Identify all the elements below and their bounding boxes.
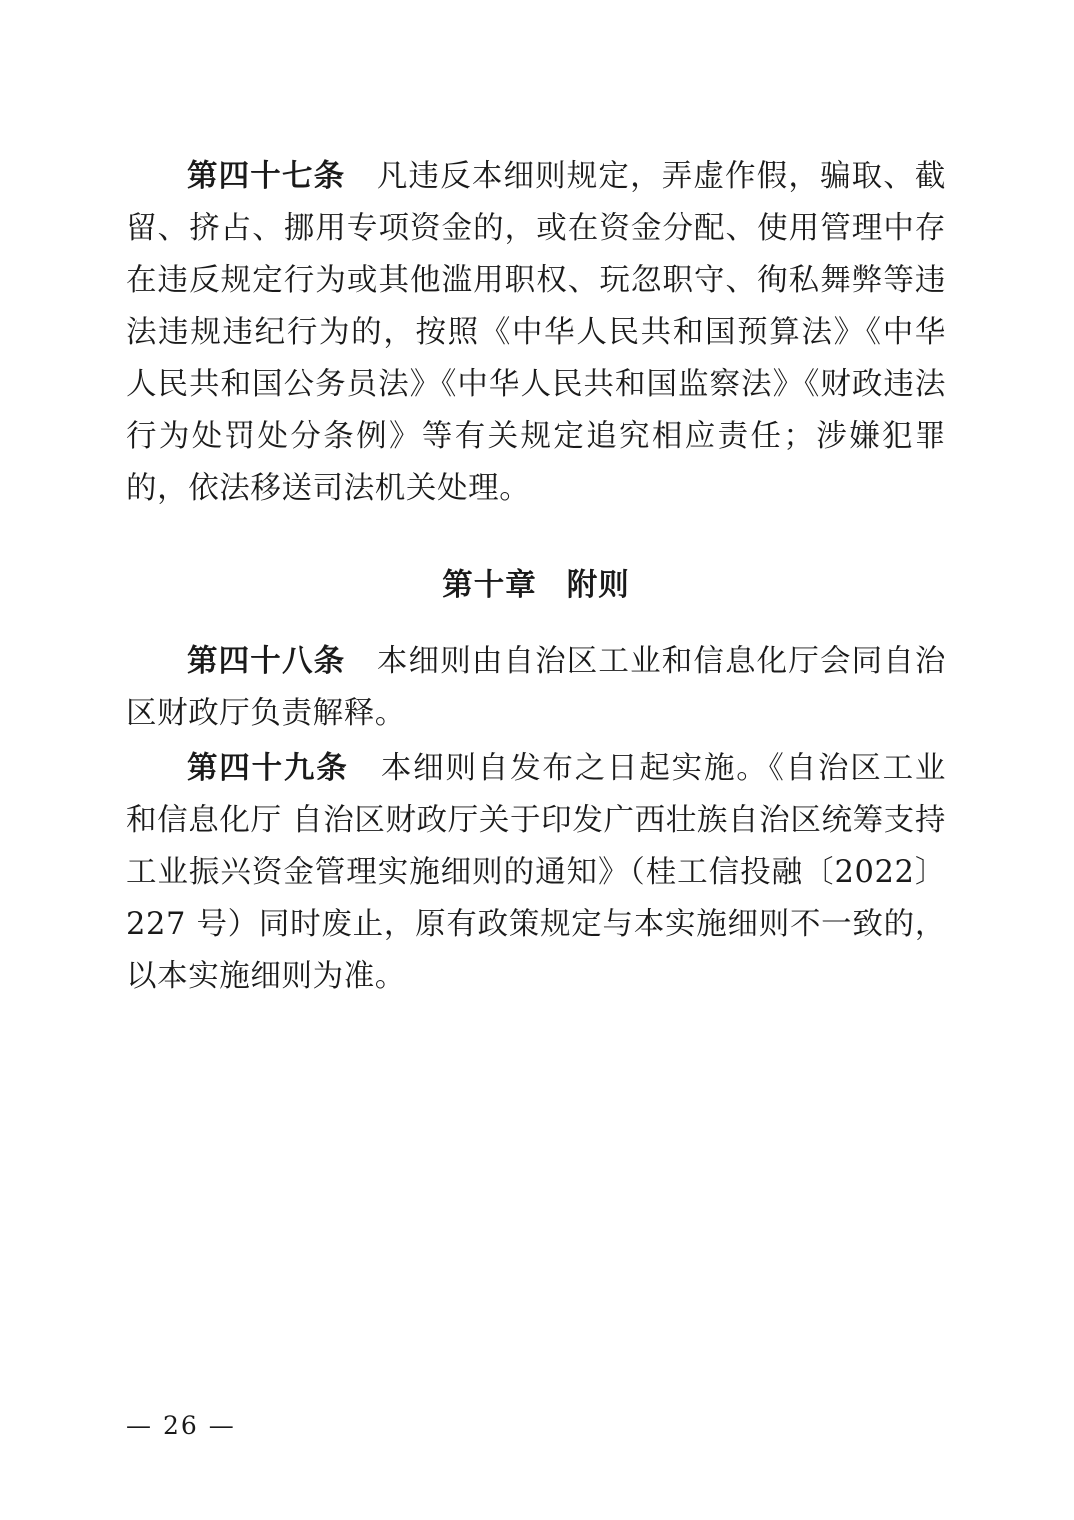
article-label-48: 第四十八条 — [187, 643, 346, 679]
page-number: — 26 — — [126, 1411, 236, 1440]
article-label-47: 第四十七条 — [187, 158, 346, 194]
paragraph-article-49 — [126, 742, 946, 1003]
paragraph-article-47 — [126, 150, 946, 515]
chapter-heading — [126, 559, 946, 611]
article-text-48: 本细则由自治区工业和信息化厅会同自治区财政厅负责解释。 — [126, 644, 947, 731]
chapter-title: 附则 — [566, 567, 630, 603]
page-content — [126, 150, 946, 1005]
article-text-49: 本细则自发布之日起实施。《自治区工业和信息化厅 自治区财政厅关于印发广西壮族自治区统筹支持工业振兴资金管理实施细则的通知》（桂工信投融〔2022〕227 号）同时废止，原有政策规定与本实施细则不一致的，以本实施细则为准。 — [126, 751, 947, 994]
article-text-47: 凡违反本细则规定，弄虚作假，骗取、截留、挤占、挪用专项资金的，或在资金分配、使用管理中存在违反规定行为或其他滥用职权、玩忽职守、徇私舞弊等违法违规违纪行为的，按照《中华人民共和国预算法》《中华人民共和国公务员法》《中华人民共和国监察法》《财政违法行为处罚处分条例》等有关规定追究相应责任；涉嫌犯罪的，依法移送司法机关处理。 — [126, 159, 947, 506]
article-label-49: 第四十九条 — [187, 750, 349, 786]
chapter-number: 第十章 — [442, 567, 537, 603]
paragraph-spacer — [126, 517, 946, 533]
paragraph-article-48 — [126, 635, 946, 740]
page-footer — [126, 1410, 946, 1442]
